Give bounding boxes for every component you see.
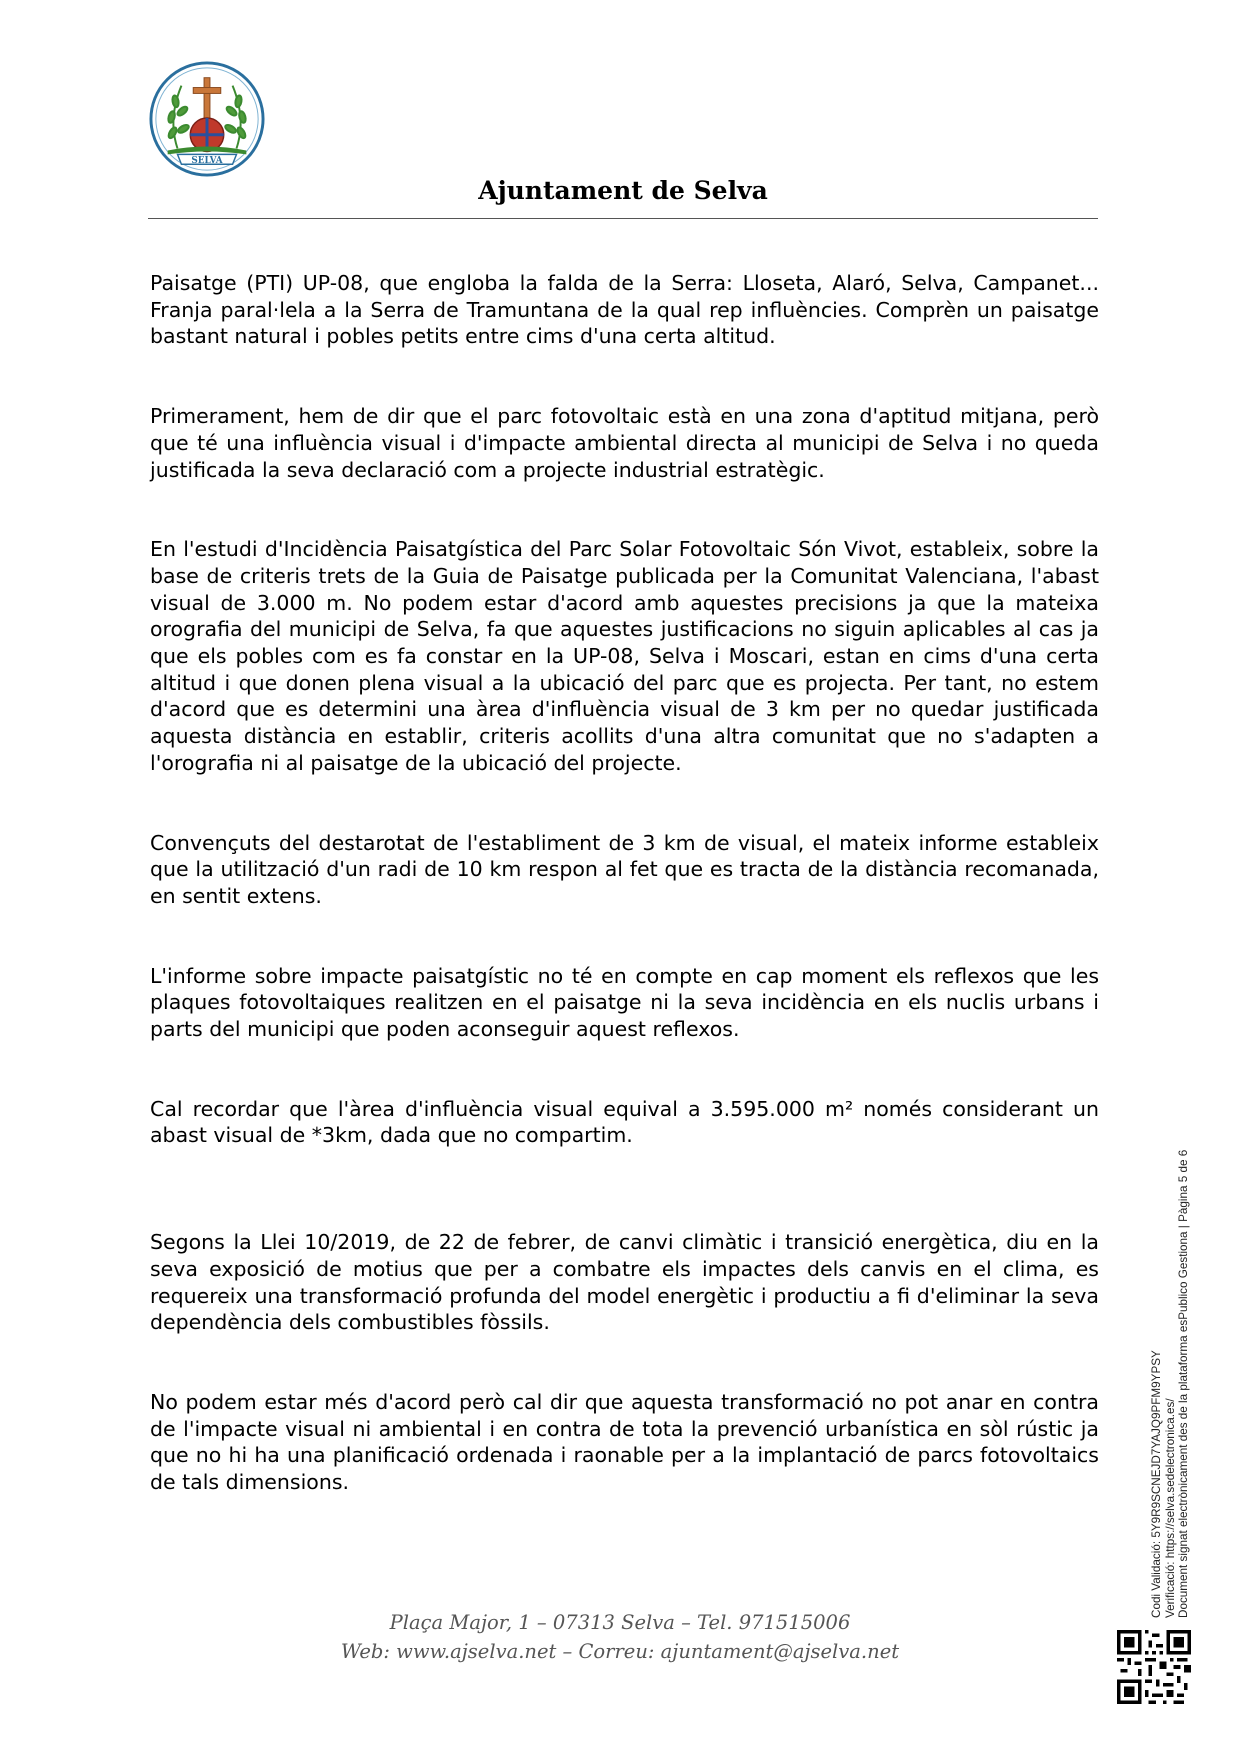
- paragraph-4: Convençuts del destarotat de l'establiment de 3 km de visual, el mateix informe estableix que la utilització d'un radi de 10 km respon al fet que es tracta de la distància recomanada, en sentit extens.: [150, 830, 1099, 908]
- header-divider: [148, 218, 1098, 219]
- signature-notice: Document signat electrònicament des de la plataforma esPublico Gestiona | Pàgina 5 de 6: [1177, 1149, 1190, 1618]
- paragraph-5: L'informe sobre impacte paisatgístic no té en compte en cap moment els reflexos que les plaques fotovoltaiques realitzen en el paisatge ni la seva incidència en els nuclis urbans i parts del municipi que poden aconseguir aquest reflexos.: [150, 963, 1099, 1042]
- municipal-seal-logo: [148, 60, 266, 178]
- paragraph-6: Cal recordar que l'àrea d'influència visual equival a 3.595.000 m² només considerant un abast visual de *3km, dada que no compartim.: [150, 1096, 1099, 1148]
- paragraph-7: Segons la Llei 10/2019, de 22 de febrer, de canvi climàtic i transició energètica, diu en la seva exposició de motius que per a combatre els impactes dels canvis en el clima, es requereix una transformació profunda del model energètic i productiu a fi d'eliminar la seva dependència dels combustibles fòssils.: [150, 1230, 1099, 1335]
- logo-text: SELVA: [191, 155, 223, 166]
- paragraph-3: En l'estudi d'Incidència Paisatgística del Parc Solar Fotovoltaic Són Vivot, estableix, sobre la base de criteris trets de la Guia de Paisatge publicada per la Comunitat Valenciana, l'abast visual de 3.000 m. No podem estar d'acord amb aquestes precisions ja que la mateixa orografia del municipi de Selva, fa que aquestes justificacions no siguin aplicables al cas ja que els pobles com es fa constar en la UP-08, Selva i Moscari, estan en cims d'una certa altitud i que donen plena visual a la ubicació del parc que es projecta. Per tant, no estem d'acord que es determini una àrea d'influència visual de 3 km per no quedar justificada aquesta distància en establir, criteris acollits d'una altra comunitat que no s'adapten a l'orografia ni al paisatge de la ubicació del projecte.: [150, 537, 1099, 775]
- e-signature-stamp: [1150, 1113, 1191, 1618]
- page-footer: [300, 1608, 940, 1666]
- document-body: [150, 270, 1099, 1496]
- validation-code: Codi Validació: 5Y9R9SCNEJD7YAJQ9PFM9YPSY: [1150, 1350, 1163, 1618]
- qr-code-icon: [1117, 1630, 1191, 1704]
- footer-contact: Web: www.ajselva.net – Correu: ajuntament@ajselva.net: [340, 1640, 900, 1663]
- paragraph-2: Primerament, hem de dir que el parc fotovoltaic està en una zona d'aptitud mitjana, però que té una influència visual i d'impacte ambiental directa al municipi de Selva i no queda justificada la seva declaració com a projecte industrial estratègic.: [150, 404, 1099, 482]
- paragraph-1: Paisatge (PTI) UP-08, que engloba la falda de la Serra: Lloseta, Alaró, Selva, Campanet... Franja paral·lela a la Serra de Tramuntana de la qual rep influències. Comprèn un paisatge bastant natural i pobles petits entre cims d'una certa altitud.: [150, 271, 1099, 349]
- footer-address: Plaça Major, 1 – 07313 Selva – Tel. 971515006: [389, 1611, 851, 1634]
- verification-url[interactable]: Verificació: https://selva.sedelectronica.es/: [1163, 1398, 1177, 1618]
- page-title: Ajuntament de Selva: [478, 176, 768, 205]
- paragraph-8: No podem estar més d'acord però cal dir que aquesta transformació no pot anar en contra de l'impacte visual ni ambiental i en contra de tota la prevenció urbanística en sòl rústic ja que no hi ha una planificació ordenada i raonable per a la implantació de parcs fotovoltaics de tals dimensions.: [150, 1389, 1099, 1495]
